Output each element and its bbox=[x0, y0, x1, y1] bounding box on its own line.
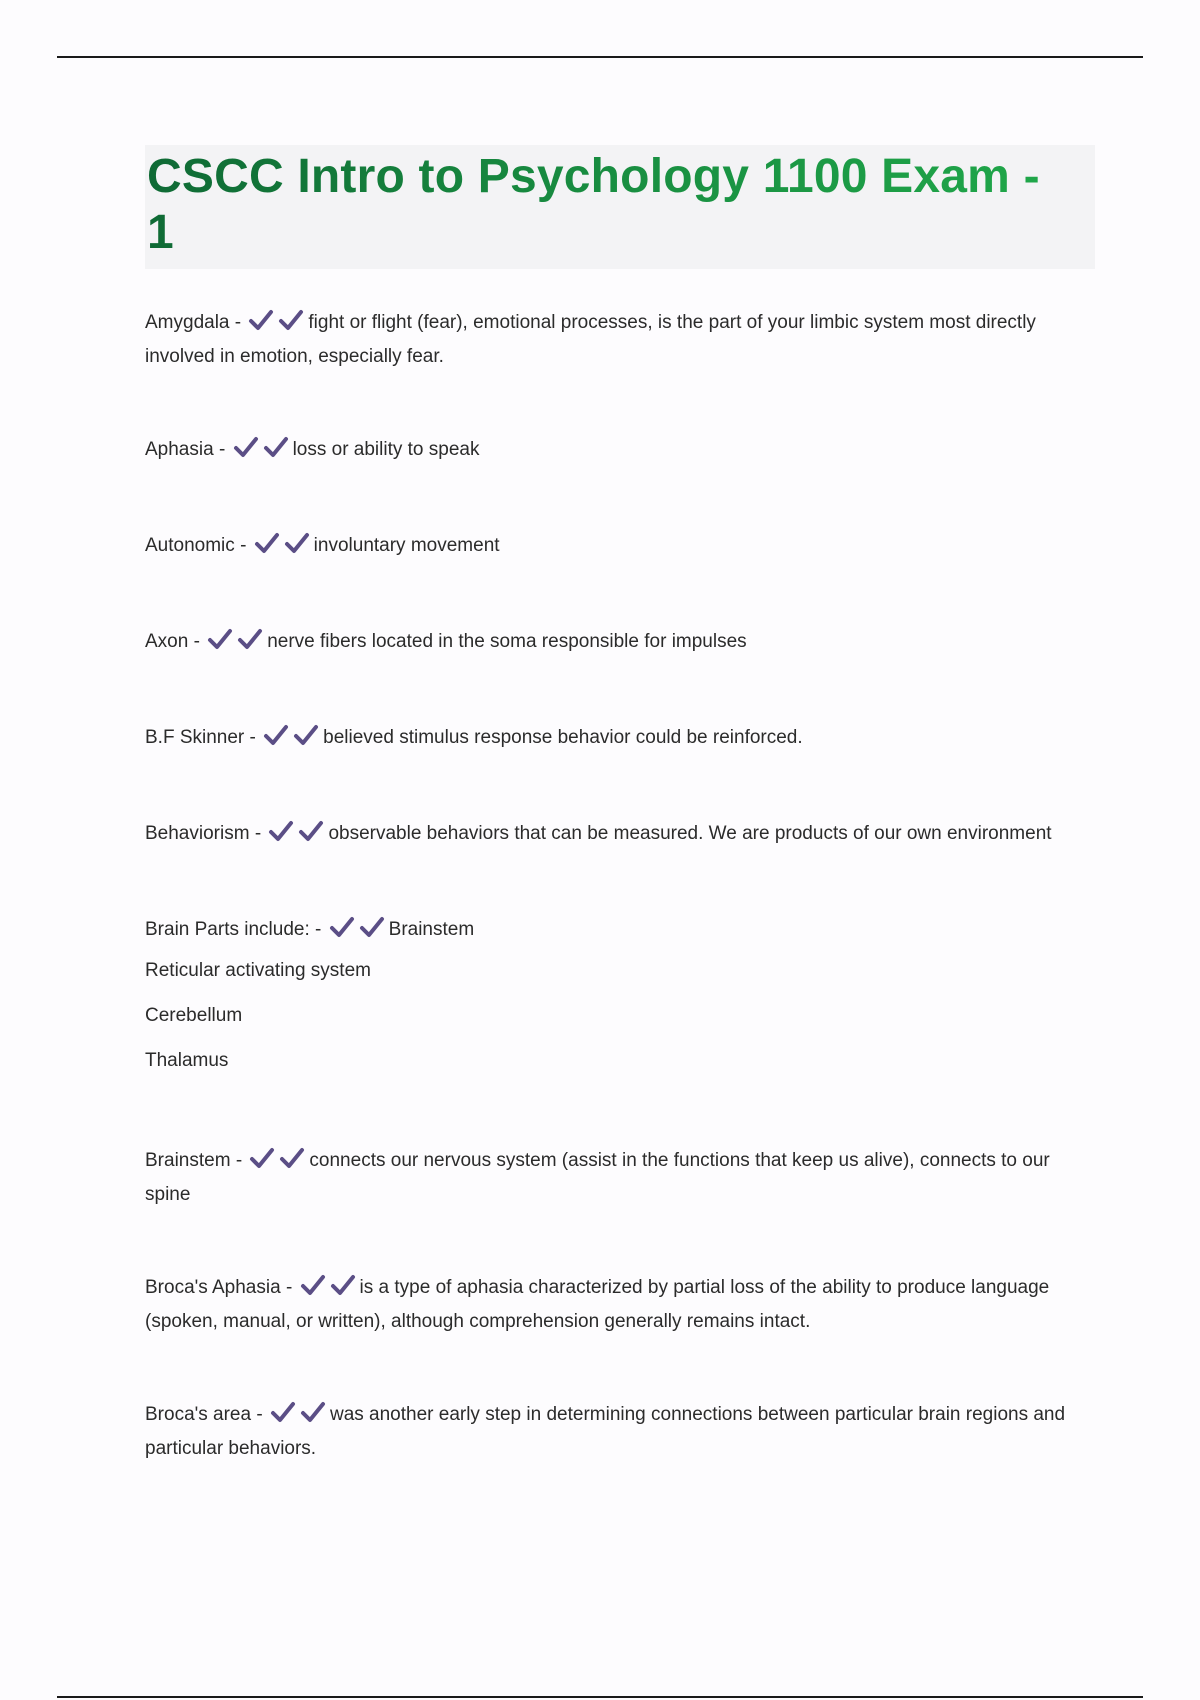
top-rule bbox=[57, 56, 1143, 58]
check-mark-icon bbox=[279, 1147, 305, 1169]
entry-separator: - bbox=[249, 727, 256, 748]
entry-term: Behaviorism bbox=[145, 823, 250, 844]
check-mark-icon bbox=[284, 532, 310, 554]
check-mark-icon bbox=[278, 309, 304, 331]
entry-definition: fight or flight (fear), emotional processes, is the part of your limbic system most directly involved in emotion, especially fear. bbox=[145, 312, 1036, 367]
flashcard-entry bbox=[145, 530, 1095, 564]
check-mark-icon bbox=[263, 436, 289, 458]
flashcard-entry bbox=[145, 818, 1095, 852]
check-mark-icon bbox=[330, 1274, 356, 1296]
check-marks bbox=[248, 309, 306, 341]
flashcard-entry bbox=[145, 1399, 1095, 1464]
flashcard-entry bbox=[145, 914, 1095, 1083]
check-mark-icon bbox=[207, 628, 233, 650]
flashcard-entry bbox=[145, 1145, 1095, 1210]
entry-definition: was another early step in determining connections between particular brain regions and particular behaviors. bbox=[145, 1404, 1066, 1459]
check-mark-icon bbox=[254, 532, 280, 554]
entry-separator: - bbox=[234, 312, 242, 333]
check-marks bbox=[300, 1274, 358, 1306]
entry-separator: - bbox=[315, 919, 322, 940]
flashcard-entry bbox=[145, 434, 1095, 468]
entry-definition: observable behaviors that can be measured. We are products of our own environment bbox=[328, 823, 1052, 844]
check-marks bbox=[270, 1401, 328, 1433]
entry-definition: loss or ability to speak bbox=[292, 439, 480, 460]
entry-sub-line: Cerebellum bbox=[145, 1005, 243, 1026]
entry-term: Amygdala bbox=[145, 312, 230, 333]
entry-separator: - bbox=[254, 823, 262, 844]
entry-sub-line: Reticular activating system bbox=[145, 960, 371, 981]
entry-definition: involuntary movement bbox=[313, 535, 500, 556]
check-mark-icon bbox=[329, 916, 355, 938]
flashcard-entry bbox=[145, 722, 1095, 756]
check-mark-icon bbox=[237, 628, 263, 650]
check-mark-icon bbox=[263, 724, 289, 746]
check-marks bbox=[207, 628, 265, 660]
entry-term: Broca's Aphasia bbox=[145, 1277, 281, 1298]
check-mark-icon bbox=[233, 436, 259, 458]
entry-separator: - bbox=[235, 1150, 243, 1171]
entry-definition: nerve fibers located in the soma responsible for impulses bbox=[267, 631, 747, 652]
check-marks bbox=[329, 916, 387, 948]
entry-term: Brainstem bbox=[145, 1150, 231, 1171]
flashcard-entry bbox=[145, 1272, 1095, 1337]
check-marks bbox=[263, 724, 321, 756]
entry-term: Aphasia bbox=[145, 439, 214, 460]
bottom-rule bbox=[57, 1696, 1143, 1698]
entry-separator: - bbox=[256, 1404, 263, 1425]
document-body bbox=[145, 145, 1095, 1464]
check-mark-icon bbox=[248, 309, 274, 331]
check-marks bbox=[268, 820, 326, 852]
page-title: CSCC Intro to Psychology 1100 Exam - 1 bbox=[147, 149, 1079, 261]
check-marks bbox=[249, 1147, 307, 1179]
flashcard-entry bbox=[145, 307, 1095, 372]
entry-separator: - bbox=[193, 631, 200, 652]
entry-definition: is a type of aphasia characterized by partial loss of the ability to produce language (spoken, manual, or written), although comprehension generally remains intact. bbox=[145, 1277, 1050, 1332]
check-mark-icon bbox=[300, 1401, 326, 1423]
entry-separator: - bbox=[285, 1277, 293, 1298]
check-mark-icon bbox=[293, 724, 319, 746]
check-mark-icon bbox=[359, 916, 385, 938]
entry-definition: Brainstem bbox=[388, 919, 475, 940]
entry-term: B.F Skinner bbox=[145, 727, 245, 748]
entry-term: Broca's area bbox=[145, 1404, 252, 1425]
entry-term: Brain Parts include: bbox=[145, 919, 310, 940]
entry-separator: - bbox=[218, 439, 226, 460]
entry-sub-line: Thalamus bbox=[145, 1050, 229, 1071]
entry-definition: connects our nervous system (assist in the functions that keep us alive), connects to our spine bbox=[145, 1150, 1050, 1205]
flashcard-entry bbox=[145, 626, 1095, 660]
check-mark-icon bbox=[270, 1401, 296, 1423]
entry-term: Autonomic bbox=[145, 535, 235, 556]
check-mark-icon bbox=[300, 1274, 326, 1296]
entry-definition: believed stimulus response behavior could be reinforced. bbox=[323, 727, 803, 748]
check-mark-icon bbox=[249, 1147, 275, 1169]
check-mark-icon bbox=[298, 820, 324, 842]
check-marks bbox=[233, 436, 291, 468]
entry-term: Axon bbox=[145, 631, 189, 652]
check-marks bbox=[254, 532, 312, 564]
check-mark-icon bbox=[268, 820, 294, 842]
entry-separator: - bbox=[240, 535, 247, 556]
title-band bbox=[145, 145, 1095, 269]
